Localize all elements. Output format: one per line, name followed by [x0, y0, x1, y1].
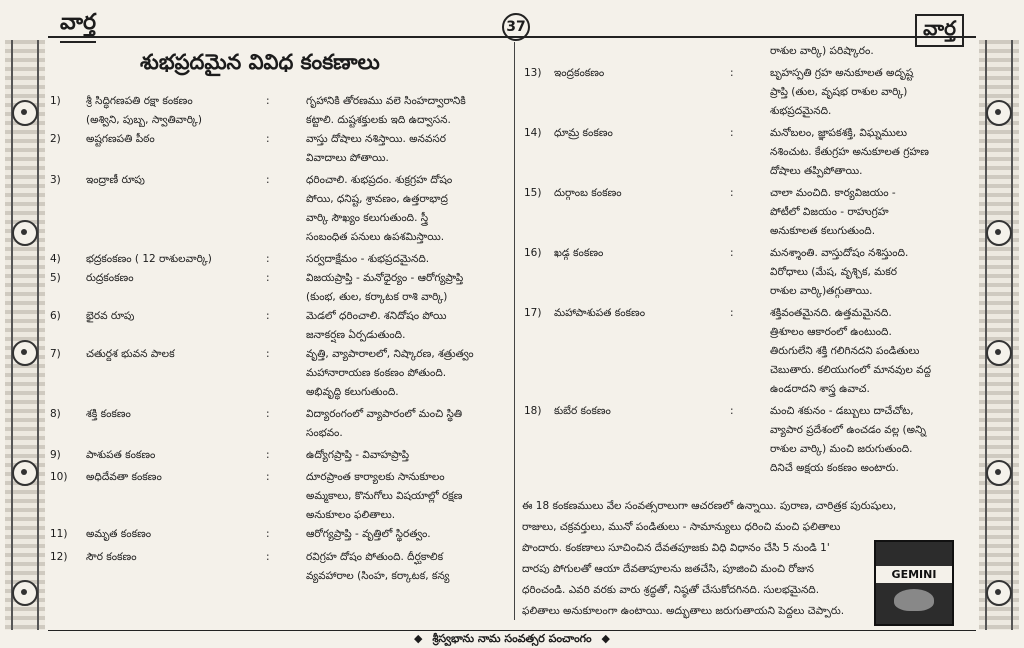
- item-number: 17): [524, 307, 542, 319]
- item-number: 7): [50, 348, 61, 360]
- item-separator: :: [266, 471, 270, 483]
- item-description: మెడలో ధరించాలి. శనిదోషం పోయి జనాకర్షణ ఏర్పడుతుంది.: [306, 310, 447, 341]
- item-description: మంచి శకునం - డబ్బులు దాచేచోట, వ్యాపార ప్రదేశంలో ఉంచడం వల్ల (అన్ని రాశుల వార్కి) మంచి జరుగుతుంది. దినిచే అక్షయ కంకణం అంటారు.: [770, 405, 926, 474]
- item-description: విద్యారంగంలో వ్యాపారంలో మంచి స్థితి సంభవం.: [306, 408, 463, 439]
- item-name: మహాపాశుపత కంకణం: [554, 307, 646, 319]
- ornament-icon: [986, 460, 1012, 486]
- item-description: బృహస్పతి గ్రహ అనుకూలత అదృష్ట ప్రాప్తి (తుల, వృషభ రాశుల వార్కి) శుభప్రదమైనది.: [770, 67, 914, 117]
- item-name: ఖడ్గ కంకణం: [554, 247, 604, 259]
- item-number: 15): [524, 187, 542, 199]
- item-name: రుద్రకంకణం: [86, 272, 134, 284]
- list-item: [50, 269, 512, 307]
- item-number: 10): [50, 471, 68, 483]
- item-separator: :: [730, 247, 734, 259]
- item-number: 5): [50, 272, 61, 284]
- list-item: [50, 405, 512, 443]
- item-description: సర్వదాక్షేమం - శుభప్రదమైనది.: [306, 253, 430, 265]
- footer: [0, 632, 1024, 648]
- ornament-icon: [12, 340, 38, 366]
- item-number: 14): [524, 127, 542, 139]
- item-description: శక్తివంతమైనది. ఉత్తమమైనది. త్రిశూలం ఆకారంలో ఉంటుంది. తిరుగులేని శక్తి గలిగినదని పండితులు చెబుతారు. కలియుగంలో మానవుల వద్ద ఉండరాదని శాస్త్ర ఉవాచ.: [770, 307, 932, 395]
- item-description: ఉద్యోగప్రాప్తి - వివాహప్రాప్తి: [306, 449, 410, 461]
- footer-rule: [48, 630, 976, 631]
- list-item: [524, 304, 989, 399]
- item-description: ధరించాలి. శుభప్రదం. శుక్రగ్రహ దోషం పోయి, ధనిష్ట, శ్రావణం, ఉత్తరాభాద్ర వార్కి సౌఖ్యం కలుగుతుంది. స్త్రీ సంబంధిత పనులు ఉపశమిస్తాయి.: [306, 174, 453, 243]
- item-description: మనశ్శాంతి. వాస్తుదోషం నశిస్తుంది. విరోధాలు (మేష, వృశ్చిక, మకర రాశుల వార్కి)తగ్గుతాయి.: [770, 247, 909, 297]
- item-number: 6): [50, 310, 61, 322]
- list-item: [50, 525, 512, 544]
- right-column: [524, 42, 989, 478]
- item-description: మనోబలం, జ్ఞాపకశక్తి, విఘ్నములు నశించుట. కేతుగ్రహ అనుకూలత గ్రహణ దోషాలు తప్పిపోతాయి.: [770, 127, 929, 177]
- item-separator: :: [730, 127, 734, 139]
- ornament-icon: [12, 220, 38, 246]
- item-number: 16): [524, 247, 542, 259]
- ornament-icon: [986, 340, 1012, 366]
- list-item: [50, 548, 512, 586]
- item-separator: :: [266, 272, 270, 284]
- list-item: [50, 468, 512, 525]
- item-name: ఇంద్రకంకణం: [554, 67, 605, 79]
- item-description: దూరప్రాంత కార్యాలకు సానుకూలం అమ్మకాలు, కొనుగోలు విషయాల్లో రక్షణ అనుకూలం ఫలితాలు.: [306, 471, 463, 521]
- item-name: భద్రకంకణం ( 12 రాశులవార్కి): [86, 253, 212, 265]
- item-number: 1): [50, 95, 61, 107]
- elephant-icon: [894, 589, 934, 611]
- ornament-icon: [12, 580, 38, 606]
- item-name: అమృత కంకణం: [86, 528, 152, 540]
- item-number: 18): [524, 405, 542, 417]
- continuation-line: రాశుల వార్కి) పరిష్కారం.: [770, 45, 874, 57]
- item-name: అష్టగణపతి పీఠం: [86, 133, 155, 145]
- item-name: భైరవ రూపు: [86, 310, 135, 322]
- item-number: 2): [50, 133, 61, 145]
- item-separator: :: [730, 187, 734, 199]
- item-separator: :: [266, 95, 270, 107]
- left-column: [50, 92, 512, 586]
- item-name: అధిదేవతా కంకణం: [86, 471, 162, 483]
- list-item: [524, 244, 989, 301]
- closing-paragraph-text: ఈ 18 కంకణములు వేల సంవత్సరాలుగా ఆచరణలో ఉన్నాయి. పురాణ, చారిత్రక పురుషులు, రాజులు, చక్రవర్తులు, మునో పండితులు - సామాన్యులు ధరించి మంచి ఫలితాలు పొందారు. కంకణాలు సూచించిన దేవతపూజకు విధి విధానం చేసి 5 నుండి 1' దారపు పోగులతో ఆయా దేవతాపూలను జతచేసి, పూజించి మంచి రోజున ధరించండి. ఎవరి వరకు వారు శ్రద్ధతో, నిష్ఠతో చేసుకోదగినది. సులభమైనది. ఫలితాలు అనుకూలంగా ఉంటాయి. అద్భుతాలు జరుగుతాయని పెద్దలు చెప్పారు.: [522, 500, 897, 617]
- item-separator: :: [266, 310, 270, 322]
- item-separator: :: [266, 528, 270, 540]
- item-description: వాస్తు దోషాలు నశిస్తాయి. అనవసర వివాదాలు పోతాయి.: [306, 133, 446, 164]
- item-separator: :: [266, 408, 270, 420]
- item-separator: :: [266, 133, 270, 145]
- page-title: శుభప్రదమైన వివిధ కంకణాలు: [140, 50, 380, 74]
- list-item: [50, 446, 512, 465]
- item-name: ధూమ్ర కంకణం: [554, 127, 613, 139]
- item-number: 11): [50, 528, 68, 540]
- item-separator: :: [266, 348, 270, 360]
- header-rule: [48, 36, 976, 38]
- item-separator: :: [730, 307, 734, 319]
- item-separator: :: [266, 449, 270, 461]
- list-item: [50, 92, 512, 130]
- item-separator: :: [266, 253, 270, 265]
- list-item: [50, 250, 512, 269]
- item-number: 3): [50, 174, 61, 186]
- item-number: 13): [524, 67, 542, 79]
- left-decorative-border: [5, 40, 45, 630]
- item-number: 4): [50, 253, 61, 265]
- item-description: విజయప్రాప్తి - మనోధైర్యం - ఆరోగ్యప్రాప్తి (కుంభ, తుల, కర్కాటక రాశి వార్కి): [306, 272, 464, 303]
- page-number: 37: [502, 13, 530, 41]
- ad-brand-label: GEMINI: [876, 566, 952, 583]
- item-description: గృహానికి తోరణము వలె సింహద్వారానికి కట్టాలి. దుష్టశక్తులకు ఇది ఉద్వాసన.: [306, 95, 466, 126]
- diamond-icon: ◆: [414, 632, 423, 645]
- item-description: ఆరోగ్యప్రాప్తి - వృత్తిలో స్థిరత్వం.: [306, 528, 431, 540]
- item-number: 9): [50, 449, 61, 461]
- list-item: [524, 184, 989, 241]
- list-item: [50, 345, 512, 402]
- item-number: 8): [50, 408, 61, 420]
- item-name: దుర్గాంబ కంకణం: [554, 187, 622, 199]
- item-separator: :: [266, 551, 270, 563]
- footer-title: శ్రీస్వభాను నామ సంవత్సర పంచాంగం: [432, 632, 592, 645]
- item-name: సౌర కంకణం: [86, 551, 137, 563]
- list-item: [50, 307, 512, 345]
- ornament-icon: [986, 220, 1012, 246]
- item-description: వృత్తి, వ్యాపారాలలో, నిష్కారణ, శత్రుత్వం మహానారాయణ కంకణం పోతుంది. అభివృద్ధి కలుగుతుంది.: [306, 348, 474, 398]
- ornament-icon: [986, 100, 1012, 126]
- item-name: ఇంద్రాణీ రూపు: [86, 174, 145, 186]
- diamond-icon: ◆: [601, 632, 610, 645]
- item-description: రవిగ్రహ దోషం పోతుంది. దీర్ఘకాలిక వ్యవహారాల (సింహ, కర్కాటక, కన్య: [306, 551, 450, 582]
- ornament-icon: [12, 100, 38, 126]
- item-description: చాలా మంచిది. కార్యవిజయం - పోటీలో విజయం - రాహుగ్రహ అనుకూలత కలుగుతుంది.: [770, 187, 896, 237]
- item-separator: :: [730, 405, 734, 417]
- header-logo-right: వార్త: [915, 14, 964, 47]
- ornament-icon: [12, 460, 38, 486]
- list-item: [524, 124, 989, 181]
- list-item: [524, 64, 989, 121]
- item-name: శ్రీ సిద్ధిగణపతి రక్షా కంకణం (అశ్విని, పుబ్బ, స్వాతివార్కి): [86, 95, 202, 126]
- item-name: పాశుపత కంకణం: [86, 449, 156, 461]
- item-separator: :: [266, 174, 270, 186]
- item-separator: :: [730, 67, 734, 79]
- gemini-ad-image: [874, 540, 954, 626]
- item-name: చతుర్దశ భువన పాలక: [86, 348, 175, 360]
- item-name: శక్తి కంకణం: [86, 408, 131, 420]
- list-item: [50, 130, 512, 168]
- list-item: [50, 171, 512, 247]
- item-number: 12): [50, 551, 68, 563]
- list-item: [524, 402, 989, 478]
- header-logo-left: వార్త: [60, 10, 96, 40]
- item-name: కుబేర కంకణం: [554, 405, 611, 417]
- column-divider: [514, 42, 515, 620]
